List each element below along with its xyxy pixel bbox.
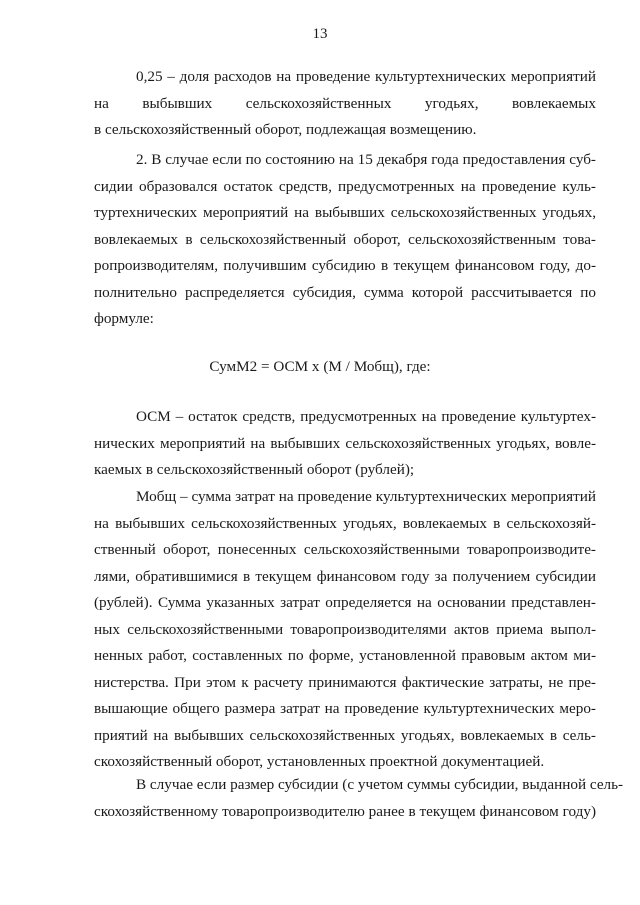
text-line: скохозяйственный оборот, установленных проектной документацией.	[94, 753, 545, 770]
paragraph-subsidy-case	[94, 772, 624, 825]
text-line: на выбывших сельскохозяйственных угодьях, вовлекаемых в сельскохозяй-	[94, 514, 596, 532]
text-line: скохозяйственному товаропроизводителю ранее в текущем финансовом году)	[94, 802, 596, 820]
page-number: 13	[312, 26, 328, 42]
paragraph-osm-definition	[94, 404, 596, 484]
text-line: ных сельскохозяйственными товаропроизводителями актов приема выпол-	[94, 620, 596, 638]
text-line: Мобщ – сумма затрат на проведение культуртехнических мероприятий	[136, 488, 596, 505]
text-line: формуле:	[94, 310, 154, 327]
text-line: каемых в сельскохозяйственный оборот (рублей);	[94, 461, 415, 478]
text-line: нистерства. При этом к расчету принимаются фактические затраты, не пре-	[94, 673, 596, 691]
text-line: В случае если размер субсидии (с учетом суммы субсидии, выданной сель-	[136, 776, 624, 793]
text-line: 0,25 – доля расходов на проведение культуртехнических мероприятий	[136, 68, 596, 85]
text-line: ненных работ, составленных по форме, установленной правовым актом ми-	[94, 647, 596, 664]
text-line: 2. В случае если по состоянию на 15 декабря года предоставления суб-	[136, 151, 596, 168]
text-line: нических мероприятий на выбывших сельскохозяйственных угодьях, вовле-	[94, 434, 596, 452]
text-line: полнительно распределяется субсидия, сумма которой рассчитывается по	[94, 283, 596, 301]
text-line: на выбывших сельскохозяйственных угодьях, вовлекаемых	[94, 94, 596, 112]
paragraph-share-definition	[94, 64, 596, 144]
text-line: приятий на выбывших сельскохозяйственных угодьях, вовлекаемых в сель-	[94, 726, 596, 744]
text-line: ственный оборот, понесенных сельскохозяйственными товаропроизводите-	[94, 541, 596, 558]
text-line: в сельскохозяйственный оборот, подлежащая возмещению.	[94, 121, 477, 138]
text-line: вышающие общего размера затрат на проведение культуртехнических меро-	[94, 700, 596, 717]
text-line: туртехнических мероприятий на выбывших сельскохозяйственных угодьях,	[94, 204, 596, 221]
text-line: ропроизводителям, получившим субсидию в текущем финансовом году, до-	[94, 257, 596, 274]
text-line: (рублей). Сумма указанных затрат определяется на основании представлен-	[94, 594, 596, 611]
formula: СумМ2 = ОСМ х (М / Мобщ), где:	[209, 358, 431, 375]
text-line: ОСМ – остаток средств, предусмотренных на проведение культуртех-	[136, 408, 596, 425]
text-line: лями, обратившимися в текущем финансовом году за получением субсидии	[94, 567, 596, 585]
text-line: вовлекаемых в сельскохозяйственный оборот, сельскохозяйственным това-	[94, 230, 596, 248]
text-line: сидии образовался остаток средств, предусмотренных на проведение куль-	[94, 177, 596, 195]
paragraph-item-2	[94, 147, 596, 333]
paragraph-mobshch-definition	[94, 484, 596, 776]
